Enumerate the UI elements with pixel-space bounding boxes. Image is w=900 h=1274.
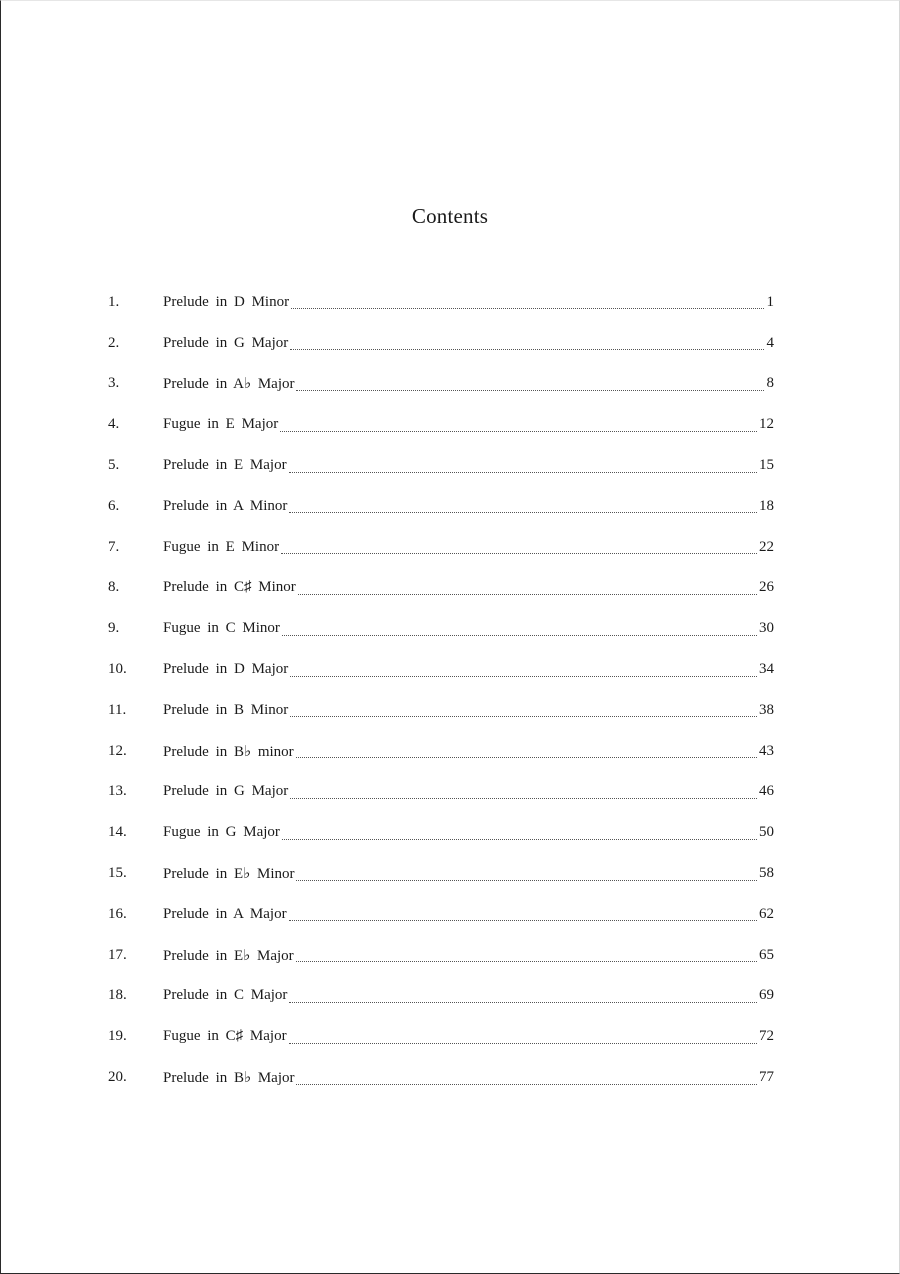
toc-leader-dots — [290, 675, 757, 677]
toc-entry-number: 10. — [108, 661, 127, 678]
toc-leader-dots — [290, 348, 764, 350]
toc-leader-dots — [282, 838, 757, 840]
toc-entry[interactable] — [108, 527, 774, 568]
toc-entry-title: Prelude in A♭ Major — [163, 376, 295, 393]
toc-entry-page: 58 — [759, 865, 774, 882]
toc-entry-number: 14. — [108, 824, 127, 841]
toc-leader-dots — [296, 1083, 757, 1085]
toc-entry-page: 34 — [759, 661, 774, 678]
toc-entry-page: 12 — [759, 416, 774, 433]
toc-entry-title: Prelude in D Major — [163, 661, 289, 678]
toc-entry-page: 46 — [759, 783, 774, 800]
toc-entry-title: Fugue in G Major — [163, 824, 280, 841]
toc-leader-dots — [298, 593, 757, 595]
toc-leader-dots — [289, 919, 757, 921]
toc-leader-dots — [289, 471, 757, 473]
toc-leader-dots — [281, 552, 757, 554]
toc-entry-number: 4. — [108, 416, 120, 433]
toc-entry-page: 38 — [759, 701, 774, 718]
toc-entry-number: 17. — [108, 946, 127, 963]
toc-entry[interactable] — [108, 323, 774, 364]
toc-entry-page: 26 — [759, 579, 774, 596]
toc-entry[interactable] — [108, 1016, 774, 1057]
toc-entry[interactable] — [108, 649, 774, 690]
toc-leader-dots — [296, 756, 757, 758]
toc-entry[interactable] — [108, 486, 774, 527]
toc-entry[interactable] — [108, 568, 774, 609]
toc-entry-page: 8 — [766, 375, 774, 392]
toc-entry-page: 77 — [759, 1069, 774, 1086]
toc-entry-page: 50 — [759, 824, 774, 841]
toc-entry-page: 4 — [766, 334, 774, 351]
toc-entry[interactable] — [108, 853, 774, 894]
toc-entry-page: 15 — [759, 457, 774, 474]
toc-leader-dots — [290, 797, 757, 799]
table-of-contents — [108, 282, 774, 1098]
toc-entry-title: Prelude in E♭ Major — [163, 947, 294, 964]
toc-entry-number: 19. — [108, 1028, 127, 1045]
toc-entry-number: 8. — [108, 579, 120, 596]
toc-entry-page: 69 — [759, 987, 774, 1004]
toc-entry[interactable] — [108, 1057, 774, 1098]
toc-entry-title: Prelude in C♯ Minor — [163, 579, 296, 596]
toc-entry-number: 7. — [108, 538, 120, 555]
toc-entry-number: 16. — [108, 905, 127, 922]
toc-entry-page: 22 — [759, 538, 774, 555]
toc-entry[interactable] — [108, 894, 774, 935]
toc-entry-title: Fugue in E Major — [163, 416, 279, 433]
toc-entry-title: Prelude in D Minor — [163, 293, 290, 310]
toc-leader-dots — [296, 389, 764, 391]
toc-entry-number: 1. — [108, 293, 120, 310]
toc-entry-page: 72 — [759, 1028, 774, 1045]
toc-entry-title: Prelude in A Major — [163, 905, 287, 922]
toc-entry-title: Prelude in G Major — [163, 334, 289, 351]
toc-entry-number: 12. — [108, 742, 127, 759]
toc-entry-title: Prelude in C Major — [163, 987, 288, 1004]
toc-entry-number: 11. — [108, 701, 127, 718]
toc-entry-page: 43 — [759, 742, 774, 759]
toc-entry-number: 18. — [108, 987, 127, 1004]
toc-entry-number: 6. — [108, 497, 120, 514]
toc-leader-dots — [280, 430, 757, 432]
toc-entry[interactable] — [108, 812, 774, 853]
toc-entry[interactable] — [108, 608, 774, 649]
toc-leader-dots — [289, 1001, 757, 1003]
toc-entry-title: Prelude in B Minor — [163, 701, 289, 718]
toc-entry-number: 13. — [108, 783, 127, 800]
toc-entry[interactable] — [108, 445, 774, 486]
toc-entry-title: Prelude in B♭ minor — [163, 743, 294, 760]
toc-entry-page: 62 — [759, 905, 774, 922]
toc-entry-title: Prelude in E Major — [163, 457, 287, 474]
toc-entry[interactable] — [108, 364, 774, 405]
toc-entry-page: 65 — [759, 946, 774, 963]
toc-leader-dots — [291, 307, 764, 309]
toc-entry-number: 5. — [108, 457, 120, 474]
toc-entry-title: Prelude in B♭ Major — [163, 1070, 295, 1087]
toc-entry-title: Prelude in G Major — [163, 783, 289, 800]
page-title: Contents — [411, 204, 489, 228]
toc-leader-dots — [289, 1042, 757, 1044]
toc-entry-title: Fugue in E Minor — [163, 538, 280, 555]
toc-leader-dots — [289, 511, 757, 513]
toc-entry[interactable] — [108, 772, 774, 813]
toc-entry-page: 18 — [759, 497, 774, 514]
toc-entry-page: 30 — [759, 620, 774, 637]
toc-entry-title: Prelude in E♭ Minor — [163, 866, 295, 883]
toc-leader-dots — [282, 634, 757, 636]
toc-entry[interactable] — [108, 976, 774, 1017]
toc-entry[interactable] — [108, 731, 774, 772]
toc-entry-number: 15. — [108, 865, 127, 882]
toc-leader-dots — [296, 879, 757, 881]
toc-entry[interactable] — [108, 935, 774, 976]
toc-entry-number: 2. — [108, 334, 120, 351]
toc-leader-dots — [290, 715, 757, 717]
toc-entry[interactable] — [108, 404, 774, 445]
toc-entry-number: 9. — [108, 620, 120, 637]
toc-entry-page: 1 — [766, 293, 774, 310]
toc-leader-dots — [296, 960, 757, 962]
toc-entry-title: Fugue in C Minor — [163, 620, 280, 637]
toc-entry-title: Prelude in A Minor — [163, 497, 288, 514]
toc-entry[interactable] — [108, 282, 774, 323]
toc-entry-title: Fugue in C♯ Major — [163, 1028, 287, 1045]
toc-entry[interactable] — [108, 690, 774, 731]
toc-entry-number: 3. — [108, 375, 120, 392]
toc-entry-number: 20. — [108, 1069, 127, 1086]
